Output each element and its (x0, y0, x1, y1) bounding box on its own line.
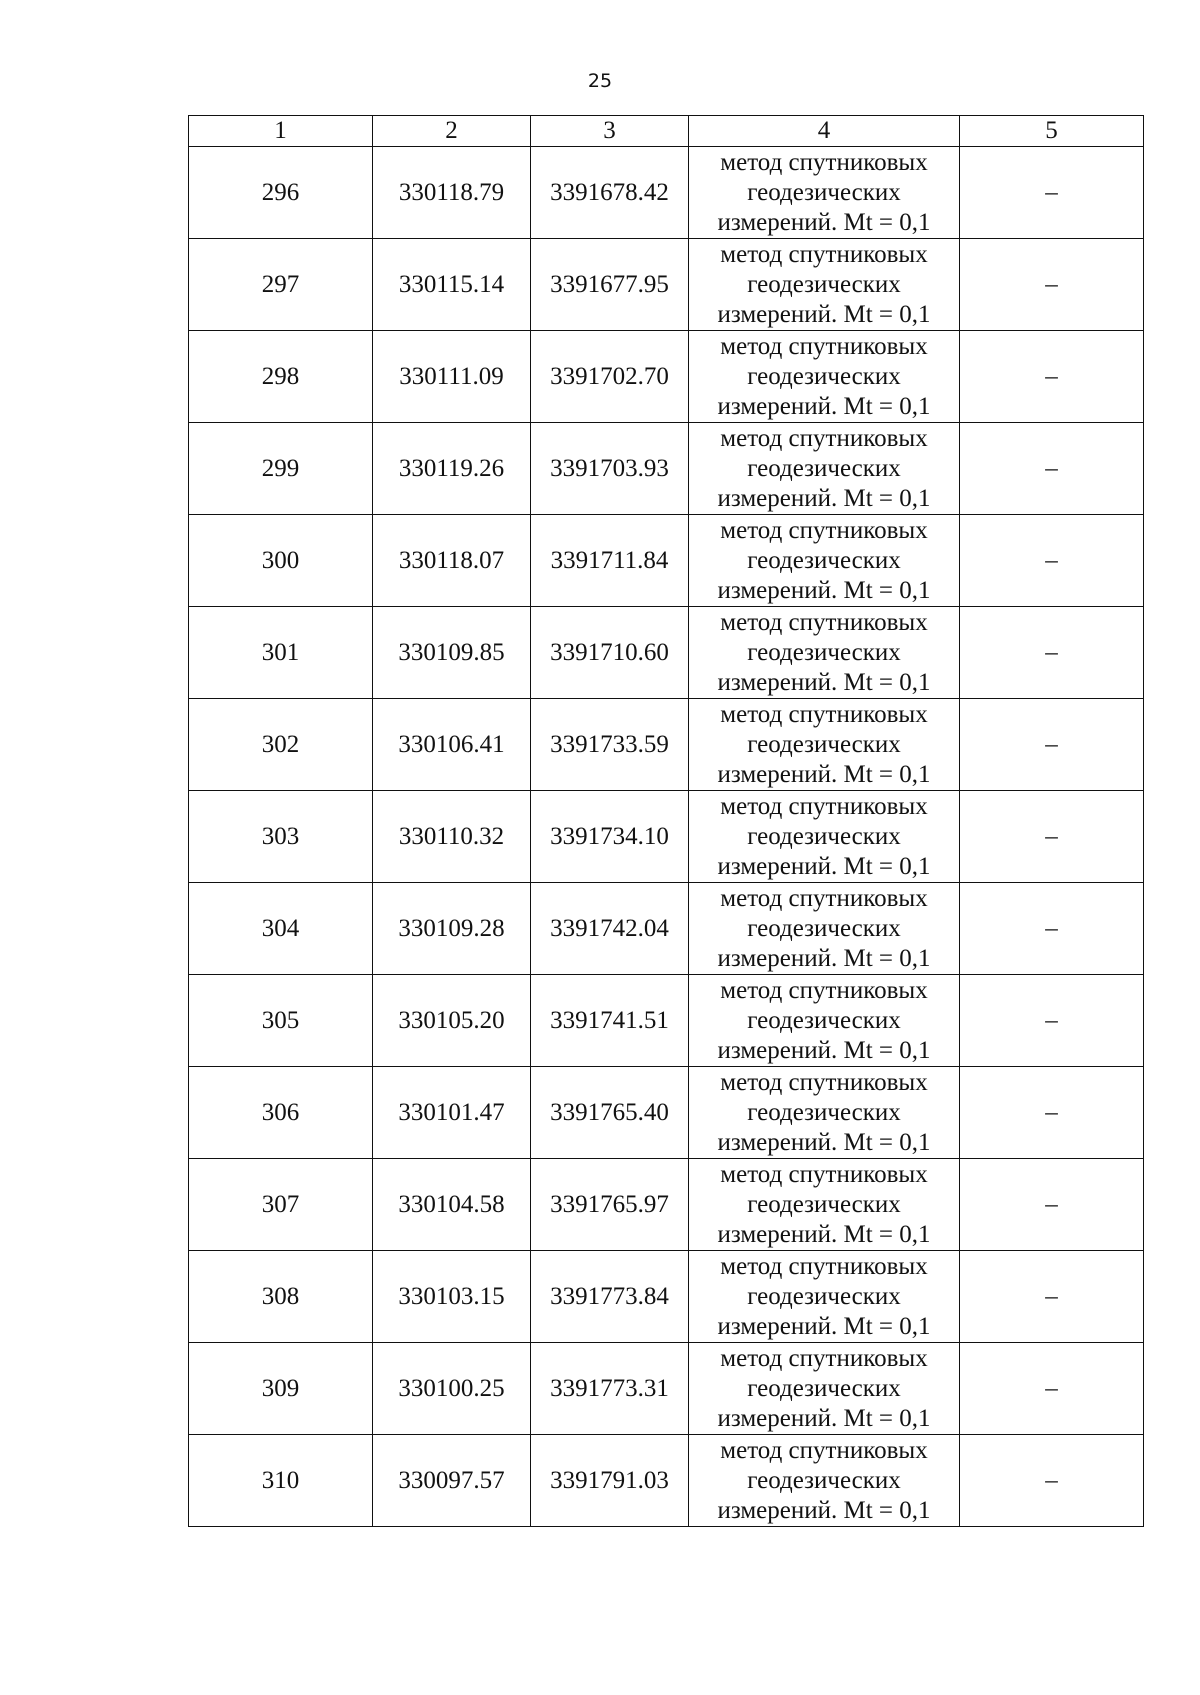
point-number-cell: 297 (189, 239, 373, 331)
y-coordinate-cell: 3391734.10 (531, 791, 689, 883)
method-cell: метод спутниковых геодезических измерений. Mt = 0,1 (689, 699, 960, 791)
x-coordinate-cell: 330100.25 (373, 1343, 531, 1435)
point-number-cell: 305 (189, 975, 373, 1067)
table-row (189, 331, 1144, 423)
table-row (189, 1159, 1144, 1251)
method-cell: метод спутниковых геодезических измерений. Mt = 0,1 (689, 1251, 960, 1343)
method-cell: метод спутниковых геодезических измерений. Mt = 0,1 (689, 1343, 960, 1435)
table-row (189, 883, 1144, 975)
x-coordinate-cell: 330119.26 (373, 423, 531, 515)
header-col-1: 1 (189, 116, 373, 147)
note-cell: – (960, 1159, 1144, 1251)
y-coordinate-cell: 3391741.51 (531, 975, 689, 1067)
x-coordinate-cell: 330109.85 (373, 607, 531, 699)
table-row (189, 423, 1144, 515)
note-cell: – (960, 331, 1144, 423)
note-cell: – (960, 607, 1144, 699)
method-cell: метод спутниковых геодезических измерений. Mt = 0,1 (689, 1067, 960, 1159)
note-cell: – (960, 791, 1144, 883)
note-cell: – (960, 423, 1144, 515)
method-cell: метод спутниковых геодезических измерений. Mt = 0,1 (689, 423, 960, 515)
table-row (189, 607, 1144, 699)
method-cell: метод спутниковых геодезических измерений. Mt = 0,1 (689, 515, 960, 607)
y-coordinate-cell: 3391710.60 (531, 607, 689, 699)
y-coordinate-cell: 3391773.31 (531, 1343, 689, 1435)
method-cell: метод спутниковых геодезических измерений. Mt = 0,1 (689, 975, 960, 1067)
x-coordinate-cell: 330103.15 (373, 1251, 531, 1343)
note-cell: – (960, 1435, 1144, 1527)
x-coordinate-cell: 330118.07 (373, 515, 531, 607)
method-cell: метод спутниковых геодезических измерений. Mt = 0,1 (689, 1159, 960, 1251)
point-number-cell: 306 (189, 1067, 373, 1159)
point-number-cell: 300 (189, 515, 373, 607)
table-row (189, 1435, 1144, 1527)
table-row (189, 1251, 1144, 1343)
x-coordinate-cell: 330106.41 (373, 699, 531, 791)
method-cell: метод спутниковых геодезических измерений. Mt = 0,1 (689, 607, 960, 699)
point-number-cell: 302 (189, 699, 373, 791)
coordinates-table (188, 115, 1144, 1527)
header-col-5: 5 (960, 116, 1144, 147)
y-coordinate-cell: 3391765.40 (531, 1067, 689, 1159)
note-cell: – (960, 239, 1144, 331)
method-cell: метод спутниковых геодезических измерений. Mt = 0,1 (689, 147, 960, 239)
x-coordinate-cell: 330111.09 (373, 331, 531, 423)
table-header-row (189, 116, 1144, 147)
table-body (189, 147, 1144, 1527)
y-coordinate-cell: 3391711.84 (531, 515, 689, 607)
point-number-cell: 310 (189, 1435, 373, 1527)
table-row (189, 1343, 1144, 1435)
y-coordinate-cell: 3391791.03 (531, 1435, 689, 1527)
y-coordinate-cell: 3391677.95 (531, 239, 689, 331)
x-coordinate-cell: 330110.32 (373, 791, 531, 883)
note-cell: – (960, 515, 1144, 607)
x-coordinate-cell: 330109.28 (373, 883, 531, 975)
y-coordinate-cell: 3391733.59 (531, 699, 689, 791)
point-number-cell: 304 (189, 883, 373, 975)
note-cell: – (960, 1343, 1144, 1435)
point-number-cell: 298 (189, 331, 373, 423)
method-cell: метод спутниковых геодезических измерений. Mt = 0,1 (689, 791, 960, 883)
x-coordinate-cell: 330115.14 (373, 239, 531, 331)
header-col-2: 2 (373, 116, 531, 147)
page-number: 25 (587, 70, 613, 92)
y-coordinate-cell: 3391773.84 (531, 1251, 689, 1343)
y-coordinate-cell: 3391742.04 (531, 883, 689, 975)
note-cell: – (960, 699, 1144, 791)
x-coordinate-cell: 330118.79 (373, 147, 531, 239)
x-coordinate-cell: 330101.47 (373, 1067, 531, 1159)
header-col-3: 3 (531, 116, 689, 147)
x-coordinate-cell: 330097.57 (373, 1435, 531, 1527)
method-cell: метод спутниковых геодезических измерений. Mt = 0,1 (689, 239, 960, 331)
method-cell: метод спутниковых геодезических измерений. Mt = 0,1 (689, 331, 960, 423)
table-row (189, 515, 1144, 607)
point-number-cell: 299 (189, 423, 373, 515)
header-col-4: 4 (689, 116, 960, 147)
table-row (189, 147, 1144, 239)
point-number-cell: 308 (189, 1251, 373, 1343)
point-number-cell: 303 (189, 791, 373, 883)
y-coordinate-cell: 3391703.93 (531, 423, 689, 515)
table-row (189, 699, 1144, 791)
point-number-cell: 296 (189, 147, 373, 239)
note-cell: – (960, 1251, 1144, 1343)
method-cell: метод спутниковых геодезических измерений. Mt = 0,1 (689, 883, 960, 975)
x-coordinate-cell: 330104.58 (373, 1159, 531, 1251)
table-row (189, 1067, 1144, 1159)
table-row (189, 791, 1144, 883)
table-row (189, 239, 1144, 331)
table-row (189, 975, 1144, 1067)
y-coordinate-cell: 3391765.97 (531, 1159, 689, 1251)
note-cell: – (960, 1067, 1144, 1159)
note-cell: – (960, 147, 1144, 239)
point-number-cell: 309 (189, 1343, 373, 1435)
method-cell: метод спутниковых геодезических измерений. Mt = 0,1 (689, 1435, 960, 1527)
note-cell: – (960, 975, 1144, 1067)
point-number-cell: 307 (189, 1159, 373, 1251)
y-coordinate-cell: 3391702.70 (531, 331, 689, 423)
note-cell: – (960, 883, 1144, 975)
point-number-cell: 301 (189, 607, 373, 699)
y-coordinate-cell: 3391678.42 (531, 147, 689, 239)
x-coordinate-cell: 330105.20 (373, 975, 531, 1067)
